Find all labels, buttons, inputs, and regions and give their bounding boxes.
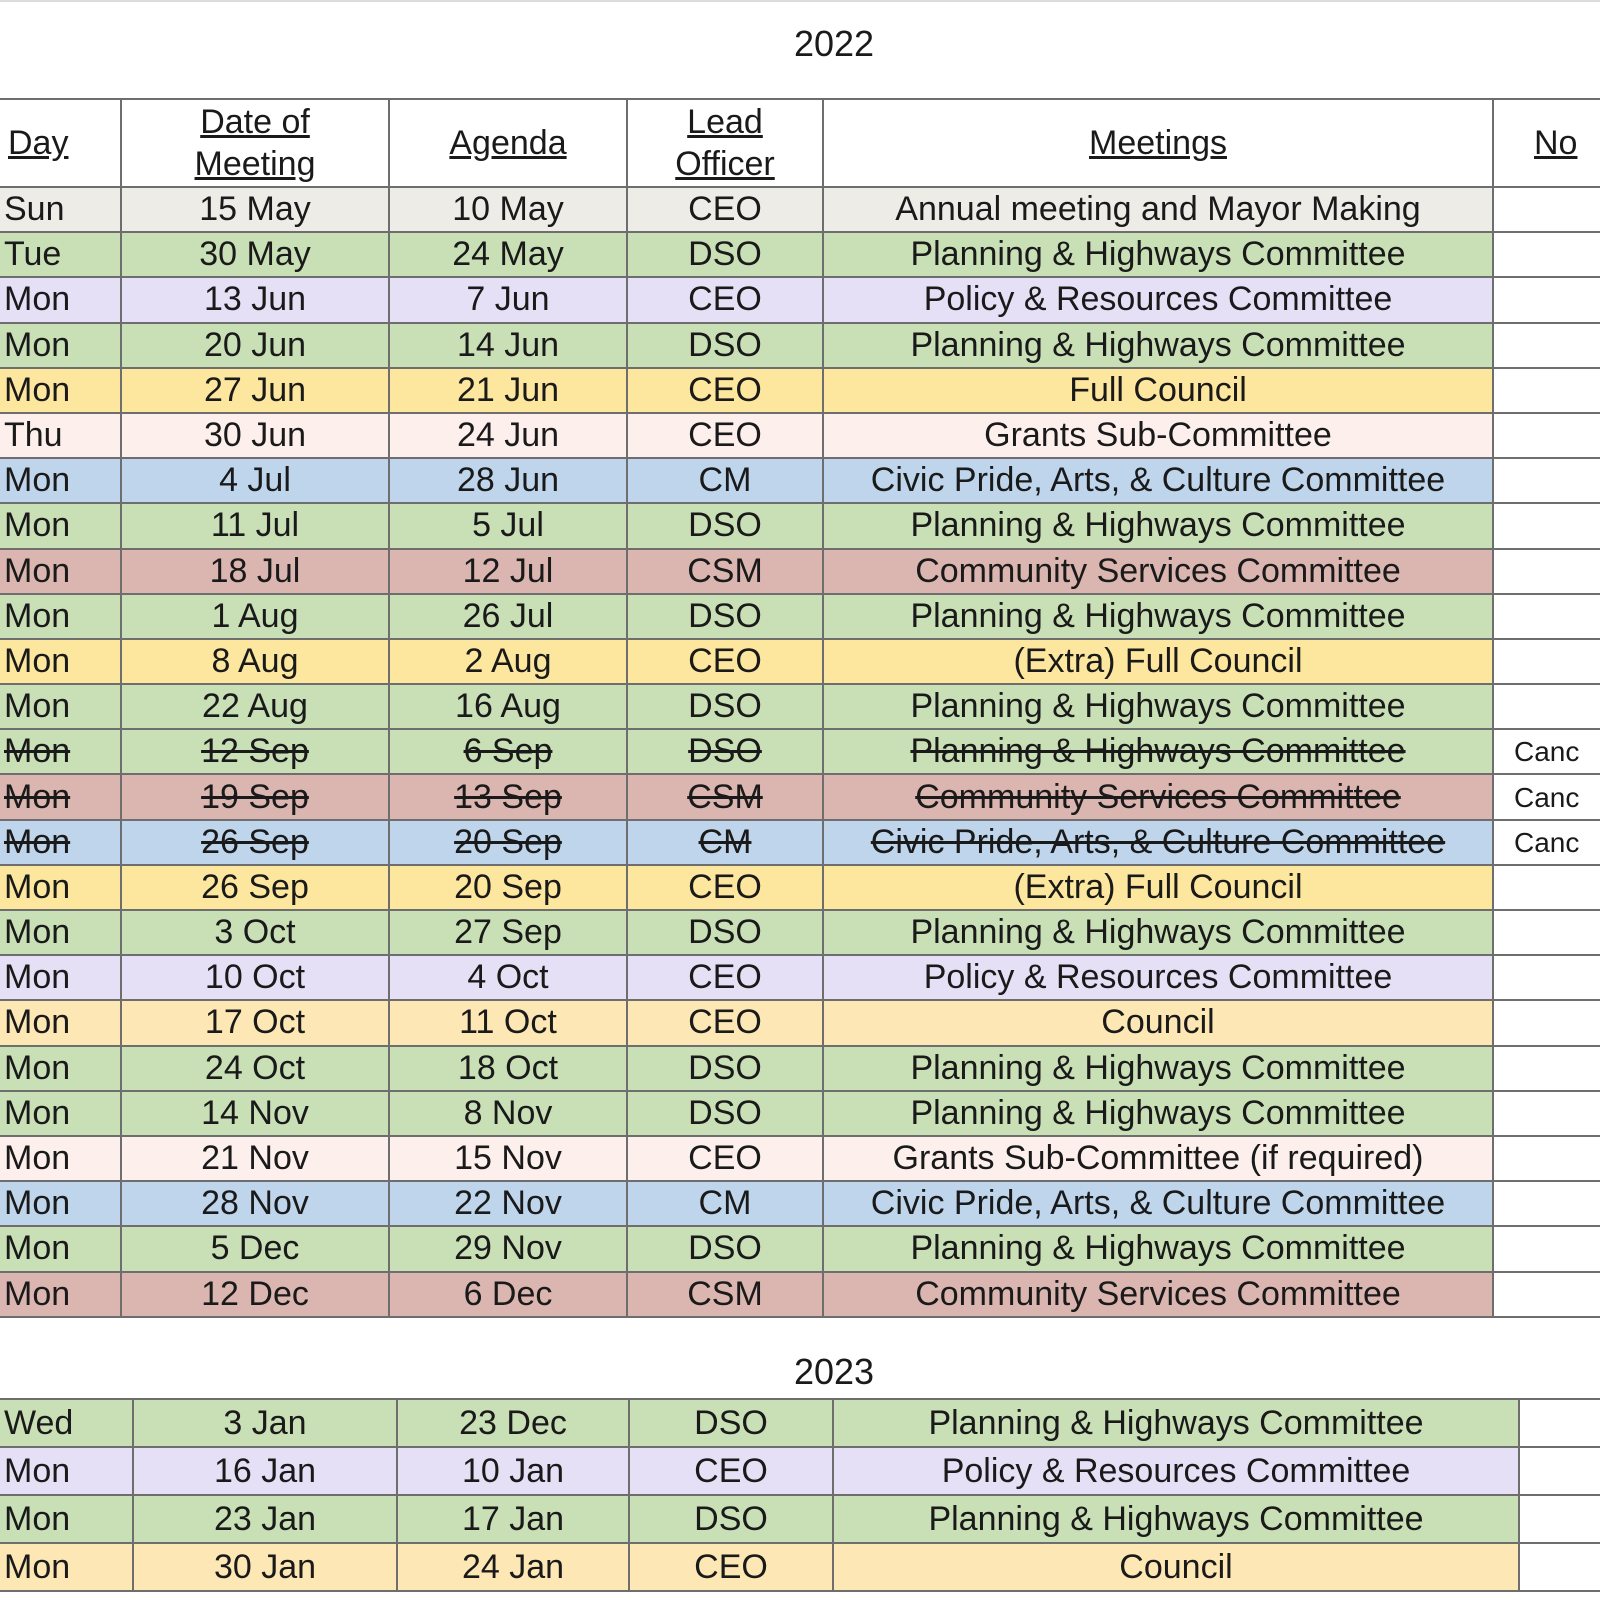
day-cell: Mon — [0, 1226, 121, 1271]
notes-cell — [1493, 865, 1600, 910]
notes-cell: Canc — [1493, 774, 1600, 819]
lead-officer-cell: DSO — [627, 1091, 823, 1136]
day-cell: Mon — [0, 1181, 121, 1226]
agenda-cell: 29 Nov — [389, 1226, 627, 1271]
header-agenda: Agenda — [389, 99, 627, 187]
agenda-cell: 10 May — [389, 187, 627, 232]
meeting-cell: Council — [823, 1000, 1493, 1045]
date-cell: 18 Jul — [121, 549, 389, 594]
meeting-cell: Civic Pride, Arts, & Culture Committee — [823, 820, 1493, 865]
meeting-cell: Grants Sub-Committee (if required) — [823, 1136, 1493, 1181]
agenda-cell: 24 Jan — [397, 1543, 629, 1591]
lead-officer-cell: CEO — [627, 1000, 823, 1045]
lead-officer-cell: CM — [627, 820, 823, 865]
table-row — [0, 639, 1600, 684]
year-heading-2023: 2023 — [793, 1351, 875, 1392]
meetings-table-2022 — [0, 98, 1600, 1318]
agenda-cell: 7 Jun — [389, 277, 627, 322]
meeting-cell: Annual meeting and Mayor Making — [823, 187, 1493, 232]
date-cell: 30 Jan — [133, 1543, 397, 1591]
notes-cell — [1519, 1399, 1600, 1447]
notes-cell: Canc — [1493, 820, 1600, 865]
date-cell: 30 Jun — [121, 413, 389, 458]
day-cell: Mon — [0, 594, 121, 639]
day-cell: Mon — [0, 639, 121, 684]
agenda-cell: 24 Jun — [389, 413, 627, 458]
date-cell: 13 Jun — [121, 277, 389, 322]
table-row — [0, 458, 1600, 503]
table-row — [0, 1226, 1600, 1271]
meeting-cell: (Extra) Full Council — [823, 865, 1493, 910]
header-lead-officer: Lead Officer — [627, 99, 823, 187]
agenda-cell: 13 Sep — [389, 774, 627, 819]
table-row — [0, 413, 1600, 458]
meeting-cell: Community Services Committee — [823, 549, 1493, 594]
day-cell: Mon — [0, 323, 121, 368]
agenda-cell: 6 Sep — [389, 729, 627, 774]
meeting-cell: Planning & Highways Committee — [823, 232, 1493, 277]
day-cell: Mon — [0, 458, 121, 503]
lead-officer-cell: CEO — [627, 413, 823, 458]
table-row — [0, 549, 1600, 594]
notes-cell — [1493, 1181, 1600, 1226]
table-row — [0, 368, 1600, 413]
day-cell: Mon — [0, 1447, 133, 1495]
date-cell: 3 Oct — [121, 910, 389, 955]
lead-officer-cell: CEO — [627, 187, 823, 232]
agenda-cell: 20 Sep — [389, 865, 627, 910]
notes-cell: Canc — [1493, 729, 1600, 774]
lead-officer-cell: DSO — [627, 910, 823, 955]
table-row — [0, 910, 1600, 955]
meetings-table-2023 — [0, 1398, 1600, 1592]
date-cell: 27 Jun — [121, 368, 389, 413]
day-cell: Mon — [0, 277, 121, 322]
day-cell: Tue — [0, 232, 121, 277]
lead-officer-cell: CSM — [627, 1272, 823, 1317]
lead-officer-cell: CSM — [627, 774, 823, 819]
table-body-2022 — [0, 187, 1600, 1317]
table-row — [0, 684, 1600, 729]
meeting-cell: Full Council — [823, 368, 1493, 413]
meeting-cell: Planning & Highways Committee — [823, 684, 1493, 729]
table-body-2023 — [0, 1399, 1600, 1591]
lead-officer-cell: DSO — [627, 684, 823, 729]
agenda-cell: 24 May — [389, 232, 627, 277]
agenda-cell: 26 Jul — [389, 594, 627, 639]
lead-officer-cell: DSO — [627, 594, 823, 639]
notes-cell — [1493, 503, 1600, 548]
notes-cell — [1493, 458, 1600, 503]
notes-cell — [1493, 1000, 1600, 1045]
agenda-cell: 12 Jul — [389, 549, 627, 594]
day-cell: Mon — [0, 1495, 133, 1543]
date-cell: 12 Dec — [121, 1272, 389, 1317]
table-row — [0, 594, 1600, 639]
year-heading-2022: 2022 — [793, 23, 875, 64]
meeting-cell: Planning & Highways Committee — [823, 594, 1493, 639]
day-cell: Mon — [0, 774, 121, 819]
agenda-cell: 14 Jun — [389, 323, 627, 368]
notes-cell — [1493, 910, 1600, 955]
date-cell: 10 Oct — [121, 955, 389, 1000]
meeting-cell: Council — [833, 1543, 1519, 1591]
table-row — [0, 1000, 1600, 1045]
date-cell: 19 Sep — [121, 774, 389, 819]
meeting-cell: Policy & Resources Committee — [823, 277, 1493, 322]
lead-officer-cell: DSO — [627, 503, 823, 548]
date-cell: 15 May — [121, 187, 389, 232]
date-cell: 16 Jan — [133, 1447, 397, 1495]
date-cell: 14 Nov — [121, 1091, 389, 1136]
meeting-cell: Policy & Resources Committee — [823, 955, 1493, 1000]
notes-cell — [1519, 1495, 1600, 1543]
day-cell: Mon — [0, 910, 121, 955]
agenda-cell: 5 Jul — [389, 503, 627, 548]
day-cell: Mon — [0, 955, 121, 1000]
notes-cell — [1519, 1447, 1600, 1495]
meeting-cell: Planning & Highways Committee — [823, 503, 1493, 548]
agenda-cell: 23 Dec — [397, 1399, 629, 1447]
agenda-cell: 6 Dec — [389, 1272, 627, 1317]
meeting-cell: Grants Sub-Committee — [823, 413, 1493, 458]
table-row — [0, 277, 1600, 322]
meeting-cell: Planning & Highways Committee — [833, 1495, 1519, 1543]
day-cell: Mon — [0, 684, 121, 729]
date-cell: 11 Jul — [121, 503, 389, 548]
agenda-cell: 18 Oct — [389, 1046, 627, 1091]
table-row — [0, 774, 1600, 819]
day-cell: Mon — [0, 1136, 121, 1181]
table-row — [0, 820, 1600, 865]
agenda-cell: 11 Oct — [389, 1000, 627, 1045]
table-row — [0, 1181, 1600, 1226]
header-row — [0, 99, 1600, 187]
meeting-cell: Planning & Highways Committee — [823, 1046, 1493, 1091]
table-row — [0, 323, 1600, 368]
notes-cell — [1493, 684, 1600, 729]
table-row — [0, 1046, 1600, 1091]
lead-officer-cell: CEO — [627, 865, 823, 910]
lead-officer-cell: CEO — [627, 639, 823, 684]
date-cell: 3 Jan — [133, 1399, 397, 1447]
lead-officer-cell: CM — [627, 1181, 823, 1226]
date-cell: 1 Aug — [121, 594, 389, 639]
notes-cell — [1493, 1226, 1600, 1271]
day-cell: Sun — [0, 187, 121, 232]
notes-cell — [1493, 955, 1600, 1000]
header-day: Day — [0, 99, 121, 187]
day-cell: Mon — [0, 1000, 121, 1045]
meeting-cell: Policy & Resources Committee — [833, 1447, 1519, 1495]
date-cell: 24 Oct — [121, 1046, 389, 1091]
meeting-cell: Planning & Highways Committee — [823, 323, 1493, 368]
table-row — [0, 955, 1600, 1000]
date-cell: 17 Oct — [121, 1000, 389, 1045]
date-cell: 28 Nov — [121, 1181, 389, 1226]
agenda-cell: 8 Nov — [389, 1091, 627, 1136]
meeting-cell: Community Services Committee — [823, 774, 1493, 819]
table-row — [0, 232, 1600, 277]
agenda-cell: 4 Oct — [389, 955, 627, 1000]
date-cell: 23 Jan — [133, 1495, 397, 1543]
agenda-cell: 21 Jun — [389, 368, 627, 413]
notes-cell — [1493, 1136, 1600, 1181]
meeting-cell: Planning & Highways Committee — [823, 1091, 1493, 1136]
notes-cell — [1493, 187, 1600, 232]
lead-officer-cell: CEO — [627, 955, 823, 1000]
day-cell: Mon — [0, 820, 121, 865]
lead-officer-cell: CM — [627, 458, 823, 503]
notes-cell — [1493, 323, 1600, 368]
table-row — [0, 865, 1600, 910]
date-cell: 30 May — [121, 232, 389, 277]
notes-cell — [1519, 1543, 1600, 1591]
notes-cell — [1493, 594, 1600, 639]
notes-cell — [1493, 1091, 1600, 1136]
header-meetings: Meetings — [823, 99, 1493, 187]
lead-officer-cell: CEO — [627, 1136, 823, 1181]
lead-officer-cell: DSO — [629, 1495, 833, 1543]
date-cell: 4 Jul — [121, 458, 389, 503]
agenda-cell: 16 Aug — [389, 684, 627, 729]
meeting-cell: Planning & Highways Committee — [823, 910, 1493, 955]
meeting-cell: Planning & Highways Committee — [833, 1399, 1519, 1447]
table-row — [0, 503, 1600, 548]
table-row — [0, 187, 1600, 232]
lead-officer-cell: CEO — [629, 1543, 833, 1591]
notes-cell — [1493, 549, 1600, 594]
day-cell: Thu — [0, 413, 121, 458]
notes-cell — [1493, 232, 1600, 277]
table-row — [0, 1447, 1600, 1495]
day-cell: Wed — [0, 1399, 133, 1447]
day-cell: Mon — [0, 549, 121, 594]
agenda-cell: 2 Aug — [389, 639, 627, 684]
notes-cell — [1493, 1046, 1600, 1091]
table-row — [0, 1272, 1600, 1317]
notes-cell — [1493, 277, 1600, 322]
day-cell: Mon — [0, 1543, 133, 1591]
meeting-cell: Community Services Committee — [823, 1272, 1493, 1317]
agenda-cell: 28 Jun — [389, 458, 627, 503]
day-cell: Mon — [0, 503, 121, 548]
agenda-cell: 10 Jan — [397, 1447, 629, 1495]
table-row — [0, 1091, 1600, 1136]
day-cell: Mon — [0, 1046, 121, 1091]
lead-officer-cell: CEO — [629, 1447, 833, 1495]
date-cell: 26 Sep — [121, 865, 389, 910]
table-row — [0, 1136, 1600, 1181]
day-cell: Mon — [0, 368, 121, 413]
table-row — [0, 1495, 1600, 1543]
agenda-cell: 15 Nov — [389, 1136, 627, 1181]
meeting-cell: Civic Pride, Arts, & Culture Committee — [823, 1181, 1493, 1226]
header-date-of-meeting: Date of Meeting — [121, 99, 389, 187]
date-cell: 26 Sep — [121, 820, 389, 865]
agenda-cell: 20 Sep — [389, 820, 627, 865]
lead-officer-cell: DSO — [627, 232, 823, 277]
date-cell: 21 Nov — [121, 1136, 389, 1181]
agenda-cell: 27 Sep — [389, 910, 627, 955]
lead-officer-cell: DSO — [627, 323, 823, 368]
notes-cell — [1493, 413, 1600, 458]
day-cell: Mon — [0, 729, 121, 774]
meeting-cell: Planning & Highways Committee — [823, 1226, 1493, 1271]
meeting-cell: Planning & Highways Committee — [823, 729, 1493, 774]
date-cell: 8 Aug — [121, 639, 389, 684]
table-row — [0, 1543, 1600, 1591]
date-cell: 12 Sep — [121, 729, 389, 774]
date-cell: 20 Jun — [121, 323, 389, 368]
lead-officer-cell: DSO — [627, 729, 823, 774]
table-row — [0, 1399, 1600, 1447]
day-cell: Mon — [0, 865, 121, 910]
notes-cell — [1493, 639, 1600, 684]
date-cell: 5 Dec — [121, 1226, 389, 1271]
meeting-cell: (Extra) Full Council — [823, 639, 1493, 684]
date-cell: 22 Aug — [121, 684, 389, 729]
day-cell: Mon — [0, 1091, 121, 1136]
notes-cell — [1493, 368, 1600, 413]
lead-officer-cell: DSO — [627, 1226, 823, 1271]
notes-cell — [1493, 1272, 1600, 1317]
agenda-cell: 22 Nov — [389, 1181, 627, 1226]
lead-officer-cell: DSO — [627, 1046, 823, 1091]
header-notes: No — [1493, 99, 1600, 187]
lead-officer-cell: CEO — [627, 277, 823, 322]
agenda-cell: 17 Jan — [397, 1495, 629, 1543]
day-cell: Mon — [0, 1272, 121, 1317]
lead-officer-cell: DSO — [629, 1399, 833, 1447]
meeting-cell: Civic Pride, Arts, & Culture Committee — [823, 458, 1493, 503]
top-divider — [0, 0, 1600, 2]
lead-officer-cell: CSM — [627, 549, 823, 594]
table-row — [0, 729, 1600, 774]
lead-officer-cell: CEO — [627, 368, 823, 413]
